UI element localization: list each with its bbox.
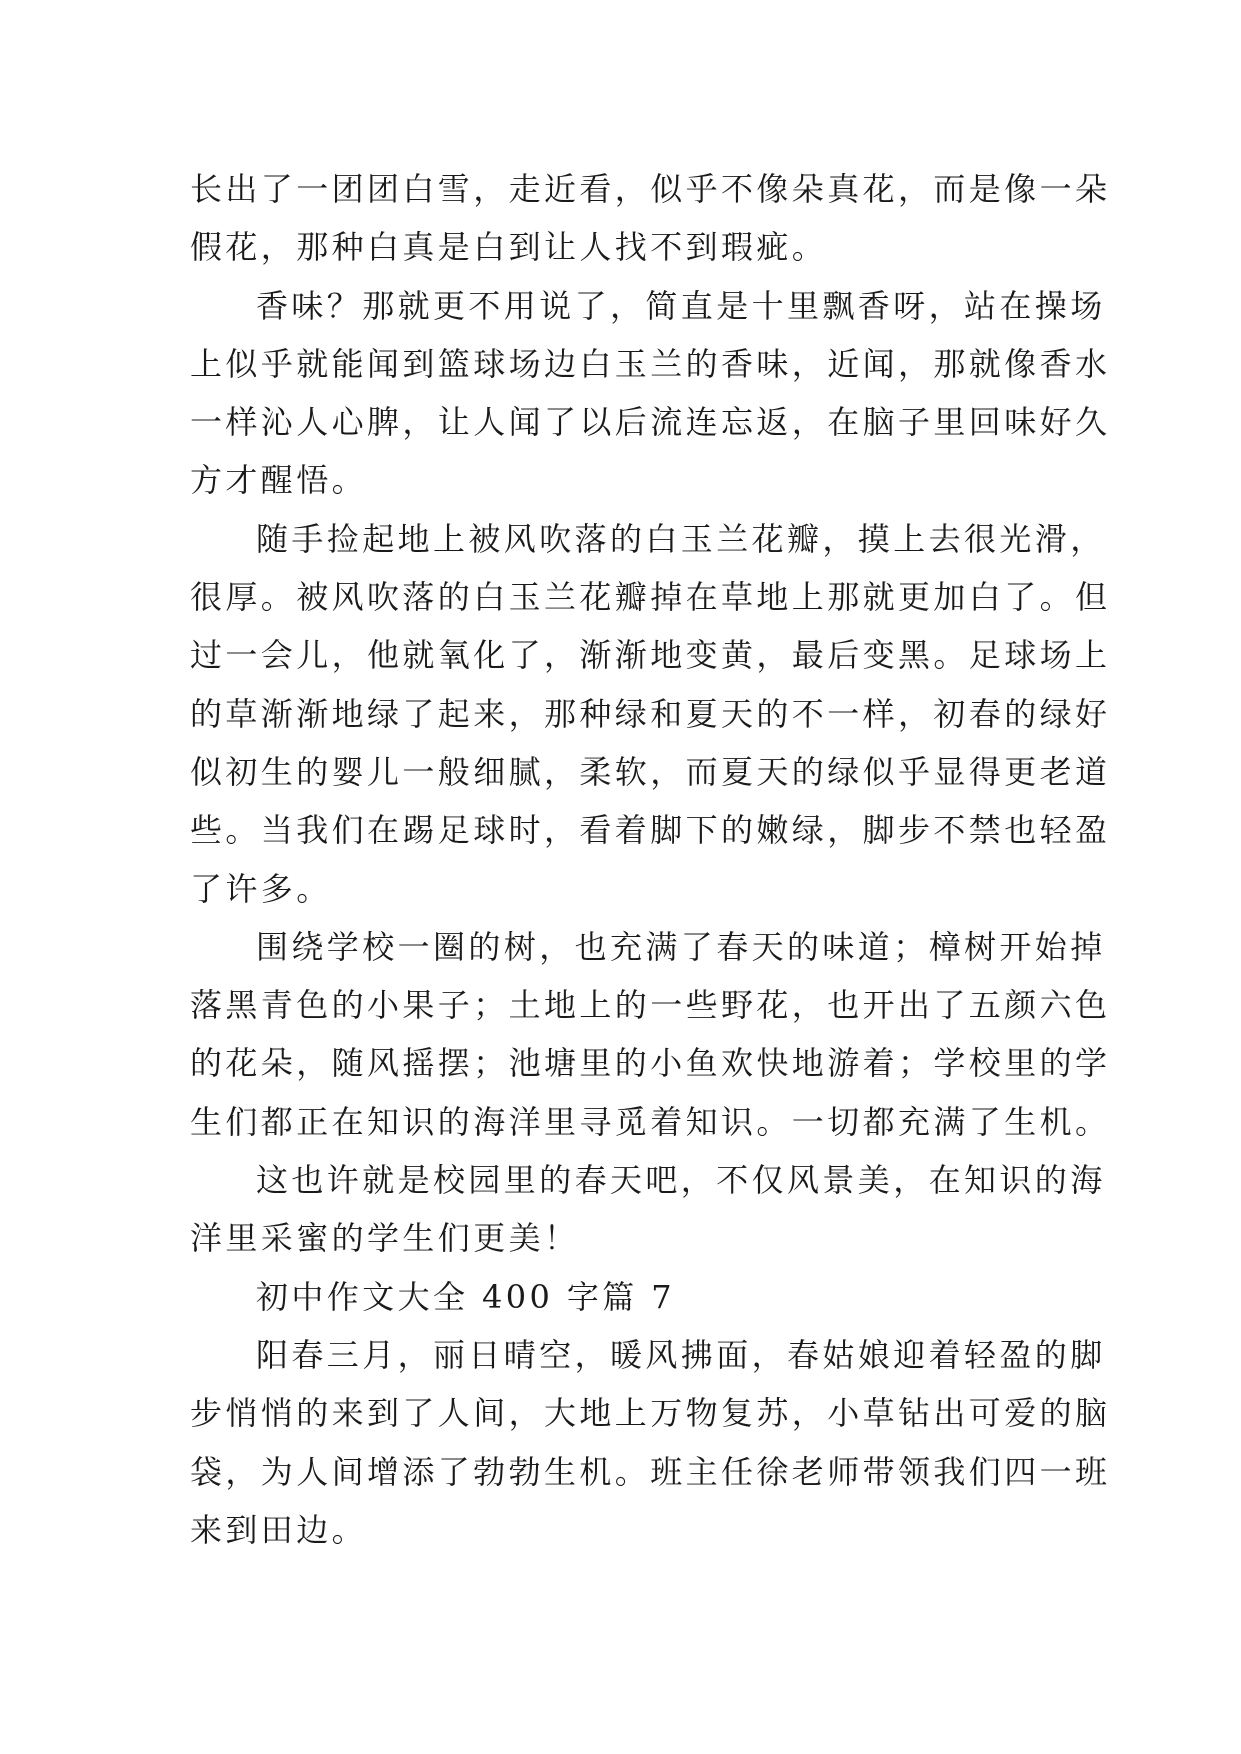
text-line: 围绕学校一圈的树，也充满了春天的味道；樟树开始掉 xyxy=(256,927,1106,966)
document-body xyxy=(190,160,1111,1559)
text-line: 些。当我们在踢足球时，看着脚下的嫩绿，脚步不禁也轻盈 xyxy=(190,811,1111,850)
text-line: 随手捡起地上被风吹落的白玉兰花瓣，摸上去很光滑， xyxy=(256,519,1106,558)
text-line: 阳春三月，丽日晴空，暖风拂面，春姑娘迎着轻盈的脚 xyxy=(256,1335,1106,1374)
text-line: 来到田边。 xyxy=(190,1510,368,1549)
text-line: 步悄悄的来到了人间，大地上万物复苏，小草钻出可爱的脑 xyxy=(190,1394,1111,1433)
text-line: 长出了一团团白雪，走近看，似乎不像朵真花，而是像一朵 xyxy=(190,170,1111,208)
text-line: 落黑青色的小果子；土地上的一些野花，也开出了五颜六色 xyxy=(190,986,1111,1025)
text-line: 上似乎就能闻到篮球场边白玉兰的香味，近闻，那就像香水 xyxy=(190,344,1111,383)
text-line: 方才醒悟。 xyxy=(190,461,368,500)
text-line: 过一会儿，他就氧化了，渐渐地变黄，最后变黑。足球场上 xyxy=(190,636,1111,675)
text-line: 这也许就是校园里的春天吧，不仅风景美，在知识的海 xyxy=(256,1161,1106,1200)
text-line: 生们都正在知识的海洋里寻觅着知识。一切都充满了生机。 xyxy=(190,1102,1111,1141)
text-line: 的花朵，随风摇摆；池塘里的小鱼欢快地游着；学校里的学 xyxy=(190,1044,1111,1083)
text-line: 香味？那就更不用说了，简直是十里飘香呀，站在操场 xyxy=(256,286,1106,325)
text-line: 的草渐渐地绿了起来，那种绿和夏天的不一样，初春的绿好 xyxy=(190,694,1111,733)
text-line: 洋里采蜜的学生们更美！ xyxy=(190,1219,580,1258)
text-line: 假花，那种白真是白到让人找不到瑕疵。 xyxy=(190,228,828,267)
text-line: 很厚。被风吹落的白玉兰花瓣掉在草地上那就更加白了。但 xyxy=(190,578,1111,617)
section-heading: 初中作文大全 400 字篇 7 xyxy=(256,1277,675,1316)
text-line: 一样沁人心脾，让人闻了以后流连忘返，在脑子里回味好久 xyxy=(190,403,1111,442)
text-line: 了许多。 xyxy=(190,869,332,908)
text-line: 袋，为人间增添了勃勃生机。班主任徐老师带领我们四一班 xyxy=(190,1452,1111,1491)
text-line: 似初生的婴儿一般细腻，柔软，而夏天的绿似乎显得更老道 xyxy=(190,752,1111,791)
